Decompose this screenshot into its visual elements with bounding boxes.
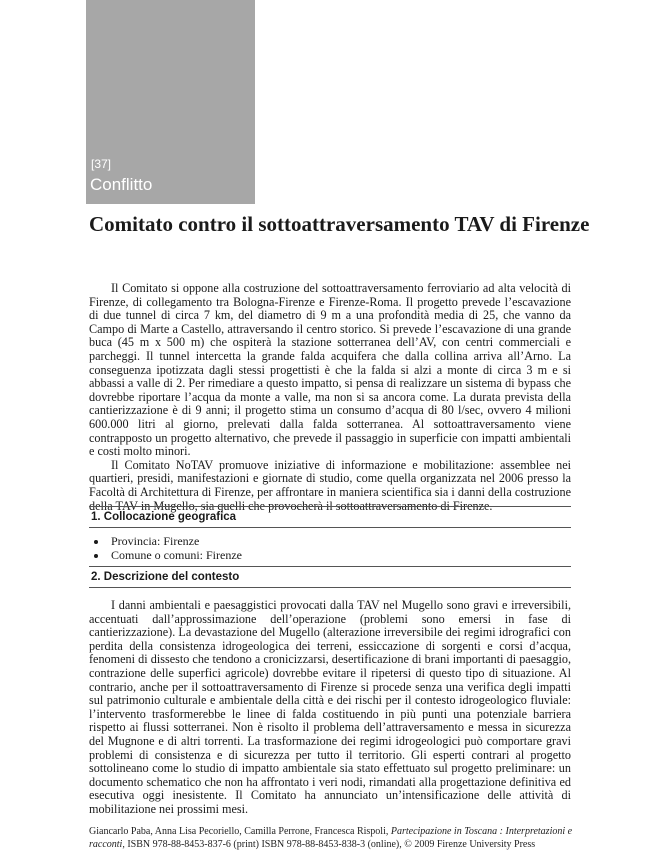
section-heading-text: 2. Descrizione del contesto	[91, 571, 240, 583]
footer-citation	[89, 826, 589, 851]
intro-paragraph: Il Comitato si oppone alla costruzione del sottoattraversamento ferroviario ad alta velocità di Firenze, di collegamento tra Bologna-Firenze e Firenze-Roma. Il progetto prevede l’escavazione di due tunnel di circa 7 km, del diametro di 9 m a una profondità media di 25, che vanno da Campo di Marte a Castello, attraversando il centro storico. Si prevede l’escavazione di una grande buca (45 m x 500 m) che ospiterà la stazione sotterranea dell’AV, con centri commerciali e parcheggi. Il tunnel intercetta la grande falda acquifera che dalla collina arriva all’Arno. La conseguenza ipotizzata dagli stessi progettisti è che la falda si alzi a monte di circa 3 m e si abbassi a valle di 2. Per rimediare a questo impatto, si pensa di realizzare un sistema di bypass che dovrebbe riportare l’acqua da monte a valle, ma non si sa ancora come. La durata prevista della cantierizzazione è di 9 anni; il progetto stima un consumo d’acqua di 80 l/sec, ovvero 4 milioni 600.000 litri al giorno, prelevati dalla falda sotterranea. Al sottoattraversamento viene contrapposto un progetto alternativo, che prevede il passaggio in superficie con impatti ambientali e costi molto minori.	[89, 281, 571, 459]
page-title: Comitato contro il sottoattraversamento TAV di Firenze	[89, 212, 590, 236]
list-item: Comune o comuni: Firenze	[89, 549, 242, 563]
location-list	[89, 535, 242, 562]
list-item: Provincia: Firenze	[89, 535, 242, 549]
footer-isbn: , ISBN 978-88-8453-837-6 (print) ISBN 978-88-8453-838-3 (online), © 2009 Firenze University Press	[122, 838, 536, 850]
chapter-name: Conflitto	[90, 175, 153, 194]
footer-book-title: Partecipazione in Toscana : Interpretazioni e racconti	[89, 826, 573, 850]
intro-text	[89, 282, 571, 513]
intro-paragraph: Il Comitato NoTAV promuove iniziative di informazione e mobilitazione: assemblee nei quartieri, presidi, manifestazioni e giornate di studio, come quella organizzata nel 2006 presso la Facoltà di Architettura di Firenze, per affrontare in maniera scientifica sia i danni della costruzione della TAV in Mugello, sia quelli che provocherà il sottoattraversamento di Firenze.	[89, 457, 571, 513]
context-paragraph: I danni ambientali e paesaggistici provocati dalla TAV nel Mugello sono gravi e irreversibili, accentuati dall’approssimazione dell’operazione (problemi sono emersi in fase di cantierizzazione). La devastazione del Mugello (alterazione irreversibile dei regimi idrografici con perdita della consistenza idrogeologica dei terreni, essiccazione di sorgenti e corsi d’acqua, fenomeni di dissesto che tendono a cronicizzarsi, desertificazione di brani importanti di paesaggio, contrazione delle superfici agricole) dovrebbe evitare il ripetersi di questo tipo di situazione. Al contrario, anche per il sottoattraversamento di Firenze si procede senza una verifica degli impatti sul patrimonio culturale e ambientale della città e dei rischi per il contesto idrogeologico fluviale: l’intervento trasformerebbe le linee di falda costituendo in più punti una potenziale barriera rispetto ai flussi sotterranei. Non è risolto il problema dell’attraversamento e messa in sicurezza del Mugnone e di altri torrenti. La trasformazione dei regimi idrogeologici può comportare gravi problemi di consistenza e di sicurezza per tutto il territorio. Gli esperti contrari al progetto sottolineano come lo studio di impatto ambientale sia stato effettuato sul progetto preliminare: un documento schematico che non ha affrontato i veri nodi, rimandati alla progettazione definitiva ed esecutiva oggi inesistente. Il Comitato ha annunciato un’intensificazione delle attività di mobilitazione nei prossimi mesi.	[89, 598, 571, 816]
context-text	[89, 599, 571, 817]
section-heading-context	[89, 566, 571, 588]
chapter-number: [37]	[91, 157, 112, 171]
footer-authors: Giancarlo Paba, Anna Lisa Pecoriello, Camilla Perrone, Francesca Rispoli,	[89, 826, 391, 837]
section-heading-location	[89, 506, 571, 528]
section-heading-text: 1. Collocazione geografica	[91, 511, 237, 523]
chapter-banner	[86, 0, 255, 204]
